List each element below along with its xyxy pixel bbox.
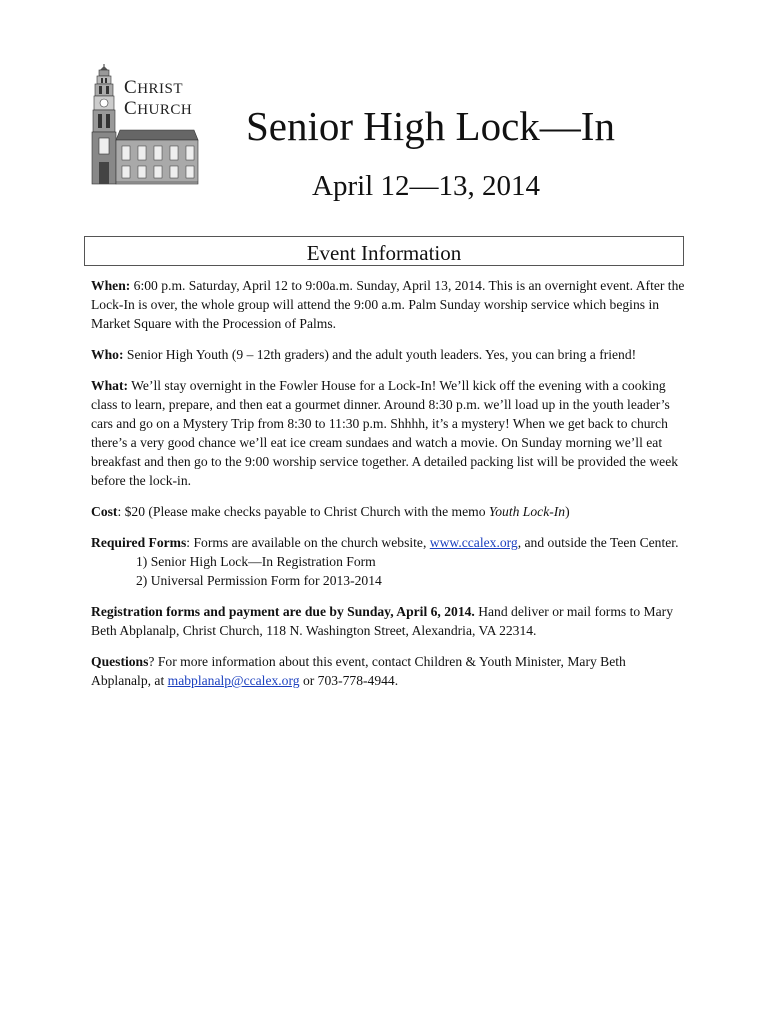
logo-church-rest: HURCH	[137, 102, 193, 118]
website-link[interactable]: www.ccalex.org	[429, 535, 518, 550]
event-date: April 12—13, 2014	[312, 170, 540, 202]
forms-text-after: , and outside the Teen Center.	[517, 535, 679, 550]
page-title: Senior High Lock—In	[246, 103, 615, 149]
questions-text-after: or 703-778-4944.	[299, 673, 399, 688]
email-link[interactable]: mabplanalp@ccalex.org	[167, 673, 300, 688]
logo-christ-initial: C	[124, 77, 138, 98]
logo-line-church	[124, 99, 192, 120]
due-paragraph	[91, 602, 687, 640]
when-text: 6:00 p.m. Saturday, April 12 to 9:00a.m. Sunday, April 13, 2014. This is an overnight event. After the Lock-In is over, the whole group will attend the 9:00 a.m. Palm Sunday worship service which begins in Market Square with the Procession of Palms.	[91, 278, 685, 331]
cost-memo: Youth Lock-In	[488, 504, 566, 519]
logo-line-christ	[124, 78, 192, 99]
forms-label: Required Forms	[91, 535, 187, 550]
who-text: Senior High Youth (9 – 12th graders) and the adult youth leaders. Yes, you can bring a friend!	[123, 347, 637, 362]
questions-paragraph	[91, 652, 687, 690]
logo-christ-rest: HRIST	[137, 81, 184, 97]
what-text: We’ll stay overnight in the Fowler House for a Lock-In! We’ll kick off the evening with a cooking class to learn, prepare, and then eat a gourmet dinner. Around 8:30 p.m. we’ll load up in the youth leader’s cars and go on a Mystery Trip from 8:30 to 11:30 p.m. Shhhh, it’s a mystery! When we get back to church there’s a very good chance we’ll eat ice cream sundaes and watch a movie. On Sunday morning we’ll eat breakfast and then go to the 9:00 worship service together. A detailed packing list will be provided the week before the lock-in.	[91, 378, 679, 488]
forms-paragraph	[91, 533, 687, 590]
due-text: Hand deliver or mail forms to Mary Beth Abplanalp, Christ Church, 118 N. Washington Street, Alexandria, VA 22314.	[91, 604, 674, 638]
logo-text	[124, 78, 192, 120]
form-item: 1) Senior High Lock—In Registration Form	[136, 554, 376, 569]
cost-close: )	[565, 504, 570, 519]
when-paragraph	[91, 276, 687, 333]
cost-paragraph	[91, 502, 687, 521]
questions-label: Questions	[91, 654, 149, 669]
section-heading: Event Information	[306, 241, 462, 265]
event-information	[91, 276, 687, 702]
logo-church-initial: C	[124, 98, 138, 119]
what-label: What:	[91, 378, 129, 393]
what-paragraph	[91, 376, 687, 490]
form-item: 2) Universal Permission Form for 2013-2014	[136, 573, 382, 588]
section-heading-box	[84, 236, 684, 266]
when-label: When:	[91, 278, 131, 293]
due-deadline: Registration forms and payment are due by Sunday, April 6, 2014.	[91, 604, 475, 619]
who-paragraph	[91, 345, 687, 364]
cost-text: : $20 (Please make checks payable to Christ Church with the memo	[117, 504, 489, 519]
who-label: Who:	[91, 347, 124, 362]
questions-text: ? For more information about this event, contact Children & Youth Minister, Mary Beth Abplanalp, at	[91, 654, 626, 688]
cost-label: Cost	[91, 504, 118, 519]
forms-text-before: : Forms are available on the church website,	[186, 535, 430, 550]
